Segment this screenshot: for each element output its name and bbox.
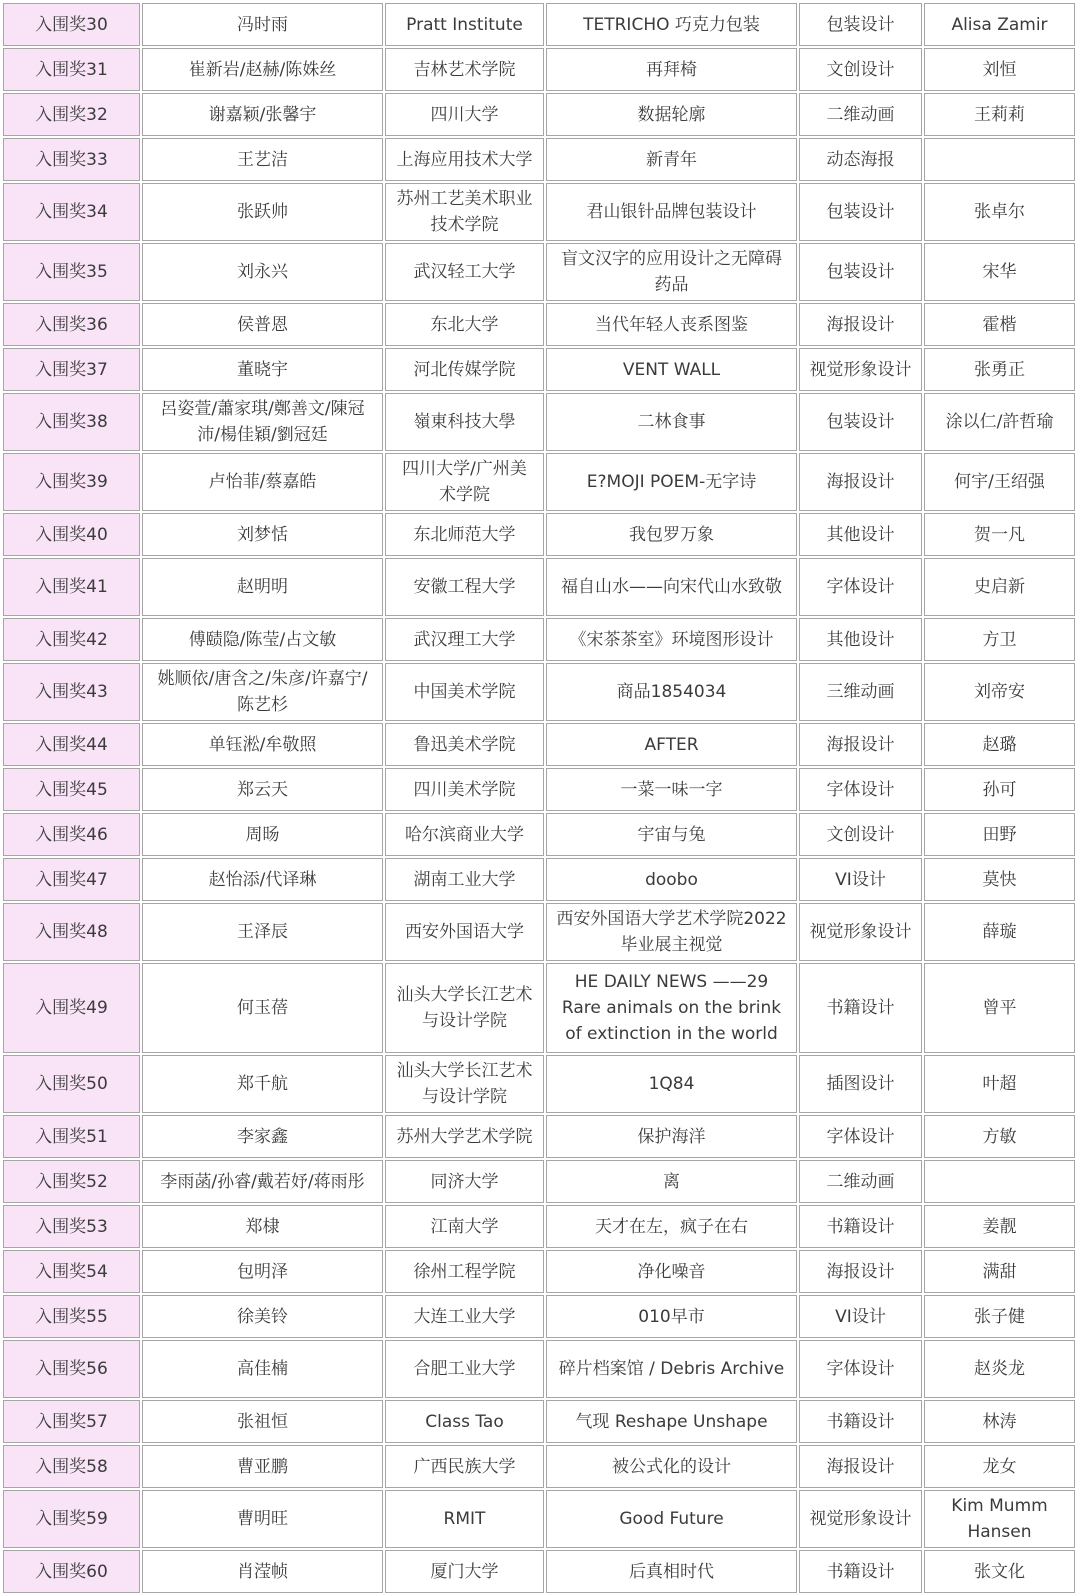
award-cell: 入围奖38: [3, 393, 140, 451]
category-cell: 包装设计: [799, 243, 922, 301]
table-row: [3, 723, 1075, 766]
category-cell: 字体设计: [799, 558, 922, 616]
award-cell: 入围奖36: [3, 303, 140, 346]
table-row: [3, 183, 1075, 241]
school-cell: 武汉理工大学: [385, 618, 544, 661]
work-cell: 保护海洋: [546, 1115, 797, 1158]
table-row: [3, 1340, 1075, 1398]
category-cell: 三维动画: [799, 663, 922, 721]
school-cell: 吉林艺术学院: [385, 48, 544, 91]
advisor-cell: 张卓尔: [924, 183, 1075, 241]
authors-cell: 卢怡菲/蔡嘉皓: [142, 453, 383, 511]
table-row: [3, 243, 1075, 301]
work-cell: 二林食事: [546, 393, 797, 451]
award-cell: 入围奖37: [3, 348, 140, 391]
table-row: [3, 513, 1075, 556]
advisor-cell: 霍楷: [924, 303, 1075, 346]
authors-cell: 曹亚鹏: [142, 1445, 383, 1488]
authors-cell: 傅赜隐/陈莹/占文敏: [142, 618, 383, 661]
school-cell: 汕头大学长江艺术与设计学院: [385, 1055, 544, 1113]
advisor-cell: 薛璇: [924, 903, 1075, 961]
authors-cell: 郑棣: [142, 1205, 383, 1248]
advisor-cell: 张文化: [924, 1550, 1075, 1593]
table-row: [3, 3, 1075, 46]
school-cell: Class Tao: [385, 1400, 544, 1443]
work-cell: AFTER: [546, 723, 797, 766]
category-cell: 动态海报: [799, 138, 922, 181]
school-cell: 苏州工艺美术职业技术学院: [385, 183, 544, 241]
award-cell: 入围奖33: [3, 138, 140, 181]
table-row: [3, 93, 1075, 136]
award-cell: 入围奖52: [3, 1160, 140, 1203]
advisor-cell: Alisa Zamir: [924, 3, 1075, 46]
school-cell: Pratt Institute: [385, 3, 544, 46]
work-cell: HE DAILY NEWS ——29 Rare animals on the brink of extinction in the world: [546, 963, 797, 1053]
work-cell: 新青年: [546, 138, 797, 181]
authors-cell: 郑千航: [142, 1055, 383, 1113]
work-cell: 福自山水——向宋代山水致敬: [546, 558, 797, 616]
authors-cell: 郑云天: [142, 768, 383, 811]
table-row: [3, 663, 1075, 721]
school-cell: 湖南工业大学: [385, 858, 544, 901]
school-cell: 汕头大学长江艺术与设计学院: [385, 963, 544, 1053]
advisor-cell: 林涛: [924, 1400, 1075, 1443]
school-cell: 东北大学: [385, 303, 544, 346]
authors-cell: 侯普恩: [142, 303, 383, 346]
award-cell: 入围奖58: [3, 1445, 140, 1488]
work-cell: 碎片档案馆 / Debris Archive: [546, 1340, 797, 1398]
category-cell: 包装设计: [799, 3, 922, 46]
work-cell: 一菜一味一字: [546, 768, 797, 811]
work-cell: E?MOJI POEM-无字诗: [546, 453, 797, 511]
table-row: [3, 963, 1075, 1053]
table-row: [3, 768, 1075, 811]
category-cell: 海报设计: [799, 1250, 922, 1293]
advisor-cell: 刘恒: [924, 48, 1075, 91]
school-cell: 安徽工程大学: [385, 558, 544, 616]
awards-table-body: [3, 3, 1075, 1593]
award-cell: 入围奖51: [3, 1115, 140, 1158]
category-cell: 视觉形象设计: [799, 1490, 922, 1548]
work-cell: 数据轮廓: [546, 93, 797, 136]
work-cell: doobo: [546, 858, 797, 901]
authors-cell: 李雨菡/孙睿/戴若妤/蒋雨彤: [142, 1160, 383, 1203]
work-cell: 1Q84: [546, 1055, 797, 1113]
category-cell: 书籍设计: [799, 963, 922, 1053]
school-cell: 武汉轻工大学: [385, 243, 544, 301]
advisor-cell: 刘帝安: [924, 663, 1075, 721]
authors-cell: 徐美铃: [142, 1295, 383, 1338]
table-row: [3, 48, 1075, 91]
award-cell: 入围奖39: [3, 453, 140, 511]
work-cell: 气现 Reshape Unshape: [546, 1400, 797, 1443]
award-cell: 入围奖43: [3, 663, 140, 721]
school-cell: 大连工业大学: [385, 1295, 544, 1338]
advisor-cell: 张勇正: [924, 348, 1075, 391]
school-cell: 江南大学: [385, 1205, 544, 1248]
work-cell: 天才在左，疯子在右: [546, 1205, 797, 1248]
school-cell: RMIT: [385, 1490, 544, 1548]
category-cell: 海报设计: [799, 303, 922, 346]
table-row: [3, 348, 1075, 391]
advisor-cell: 姜靓: [924, 1205, 1075, 1248]
work-cell: 被公式化的设计: [546, 1445, 797, 1488]
authors-cell: 张祖恒: [142, 1400, 383, 1443]
award-cell: 入围奖40: [3, 513, 140, 556]
category-cell: 二维动画: [799, 93, 922, 136]
work-cell: 010早市: [546, 1295, 797, 1338]
work-cell: 《宋茶茶室》环境图形设计: [546, 618, 797, 661]
award-cell: 入围奖41: [3, 558, 140, 616]
category-cell: 字体设计: [799, 1115, 922, 1158]
work-cell: Good Future: [546, 1490, 797, 1548]
category-cell: VI设计: [799, 1295, 922, 1338]
table-row: [3, 813, 1075, 856]
advisor-cell: 孙可: [924, 768, 1075, 811]
category-cell: 二维动画: [799, 1160, 922, 1203]
table-row: [3, 1055, 1075, 1113]
award-cell: 入围奖42: [3, 618, 140, 661]
work-cell: VENT WALL: [546, 348, 797, 391]
table-row: [3, 1400, 1075, 1443]
advisor-cell: Kim Mumm Hansen: [924, 1490, 1075, 1548]
award-cell: 入围奖48: [3, 903, 140, 961]
authors-cell: 董晓宇: [142, 348, 383, 391]
advisor-cell: 方卫: [924, 618, 1075, 661]
work-cell: 商品1854034: [546, 663, 797, 721]
authors-cell: 李家鑫: [142, 1115, 383, 1158]
school-cell: 苏州大学艺术学院: [385, 1115, 544, 1158]
school-cell: 西安外国语大学: [385, 903, 544, 961]
school-cell: 同济大学: [385, 1160, 544, 1203]
category-cell: 其他设计: [799, 513, 922, 556]
advisor-cell: 赵璐: [924, 723, 1075, 766]
award-cell: 入围奖30: [3, 3, 140, 46]
table-row: [3, 1250, 1075, 1293]
award-cell: 入围奖56: [3, 1340, 140, 1398]
category-cell: 海报设计: [799, 453, 922, 511]
category-cell: 包装设计: [799, 183, 922, 241]
school-cell: 哈尔滨商业大学: [385, 813, 544, 856]
table-row: [3, 903, 1075, 961]
award-cell: 入围奖35: [3, 243, 140, 301]
category-cell: 书籍设计: [799, 1400, 922, 1443]
award-cell: 入围奖34: [3, 183, 140, 241]
advisor-cell: 满甜: [924, 1250, 1075, 1293]
authors-cell: 崔新岩/赵赫/陈姝丝: [142, 48, 383, 91]
advisor-cell: 贺一凡: [924, 513, 1075, 556]
work-cell: 离: [546, 1160, 797, 1203]
award-cell: 入围奖47: [3, 858, 140, 901]
school-cell: 厦门大学: [385, 1550, 544, 1593]
category-cell: 视觉形象设计: [799, 348, 922, 391]
advisor-cell: 曾平: [924, 963, 1075, 1053]
award-cell: 入围奖46: [3, 813, 140, 856]
advisor-cell: 何宇/王绍强: [924, 453, 1075, 511]
advisor-cell: 涂以仁/許哲瑜: [924, 393, 1075, 451]
advisor-cell: 叶超: [924, 1055, 1075, 1113]
work-cell: 当代年轻人丧系图鉴: [546, 303, 797, 346]
award-cell: 入围奖53: [3, 1205, 140, 1248]
table-row: [3, 858, 1075, 901]
award-cell: 入围奖55: [3, 1295, 140, 1338]
work-cell: 西安外国语大学艺术学院2022毕业展主视觉: [546, 903, 797, 961]
category-cell: 海报设计: [799, 1445, 922, 1488]
work-cell: 我包罗万象: [546, 513, 797, 556]
work-cell: 君山银针品牌包装设计: [546, 183, 797, 241]
advisor-cell: 莫快: [924, 858, 1075, 901]
category-cell: 文创设计: [799, 48, 922, 91]
work-cell: 宇宙与兔: [546, 813, 797, 856]
award-cell: 入围奖60: [3, 1550, 140, 1593]
table-row: [3, 1115, 1075, 1158]
category-cell: 书籍设计: [799, 1205, 922, 1248]
school-cell: 四川大学: [385, 93, 544, 136]
award-cell: 入围奖44: [3, 723, 140, 766]
table-row: [3, 1160, 1075, 1203]
authors-cell: 刘永兴: [142, 243, 383, 301]
category-cell: 文创设计: [799, 813, 922, 856]
authors-cell: 何玉蓓: [142, 963, 383, 1053]
category-cell: 其他设计: [799, 618, 922, 661]
table-row: [3, 618, 1075, 661]
authors-cell: 张跃帅: [142, 183, 383, 241]
award-cell: 入围奖32: [3, 93, 140, 136]
work-cell: TETRICHO 巧克力包装: [546, 3, 797, 46]
award-cell: 入围奖57: [3, 1400, 140, 1443]
award-cell: 入围奖54: [3, 1250, 140, 1293]
authors-cell: 包明泽: [142, 1250, 383, 1293]
school-cell: 四川大学/广州美术学院: [385, 453, 544, 511]
school-cell: 鲁迅美术学院: [385, 723, 544, 766]
table-row: [3, 138, 1075, 181]
authors-cell: 肖滢帧: [142, 1550, 383, 1593]
school-cell: 广西民族大学: [385, 1445, 544, 1488]
advisor-cell: 赵炎龙: [924, 1340, 1075, 1398]
authors-cell: 单钰淞/牟敬照: [142, 723, 383, 766]
work-cell: 盲文汉字的应用设计之无障碍药品: [546, 243, 797, 301]
category-cell: 书籍设计: [799, 1550, 922, 1593]
authors-cell: 王艺洁: [142, 138, 383, 181]
advisor-cell: 宋华: [924, 243, 1075, 301]
advisor-cell: 张子健: [924, 1295, 1075, 1338]
category-cell: 包装设计: [799, 393, 922, 451]
school-cell: 四川美术学院: [385, 768, 544, 811]
authors-cell: 高佳楠: [142, 1340, 383, 1398]
work-cell: 再拜椅: [546, 48, 797, 91]
authors-cell: 冯时雨: [142, 3, 383, 46]
authors-cell: 周旸: [142, 813, 383, 856]
advisor-cell: [924, 1160, 1075, 1203]
authors-cell: 刘梦恬: [142, 513, 383, 556]
table-row: [3, 1295, 1075, 1338]
award-cell: 入围奖50: [3, 1055, 140, 1113]
category-cell: 海报设计: [799, 723, 922, 766]
advisor-cell: [924, 138, 1075, 181]
authors-cell: 姚顺依/唐含之/朱彦/许嘉宁/陈艺杉: [142, 663, 383, 721]
table-row: [3, 1205, 1075, 1248]
authors-cell: 呂姿萱/蕭家琪/鄭善文/陳冠沛/楊佳穎/劉冠廷: [142, 393, 383, 451]
school-cell: 东北师范大学: [385, 513, 544, 556]
school-cell: 中国美术学院: [385, 663, 544, 721]
category-cell: 视觉形象设计: [799, 903, 922, 961]
table-row: [3, 303, 1075, 346]
advisor-cell: 田野: [924, 813, 1075, 856]
table-row: [3, 393, 1075, 451]
authors-cell: 谢嘉颖/张馨宇: [142, 93, 383, 136]
category-cell: 字体设计: [799, 1340, 922, 1398]
award-cell: 入围奖49: [3, 963, 140, 1053]
category-cell: VI设计: [799, 858, 922, 901]
authors-cell: 王泽辰: [142, 903, 383, 961]
award-cell: 入围奖45: [3, 768, 140, 811]
award-cell: 入围奖31: [3, 48, 140, 91]
authors-cell: 曹明旺: [142, 1490, 383, 1548]
authors-cell: 赵明明: [142, 558, 383, 616]
school-cell: 河北传媒学院: [385, 348, 544, 391]
advisor-cell: 王莉莉: [924, 93, 1075, 136]
advisor-cell: 龙女: [924, 1445, 1075, 1488]
school-cell: 嶺東科技大學: [385, 393, 544, 451]
school-cell: 上海应用技术大学: [385, 138, 544, 181]
table-row: [3, 1445, 1075, 1488]
table-row: [3, 558, 1075, 616]
work-cell: 后真相时代: [546, 1550, 797, 1593]
school-cell: 合肥工业大学: [385, 1340, 544, 1398]
award-cell: 入围奖59: [3, 1490, 140, 1548]
category-cell: 字体设计: [799, 768, 922, 811]
table-row: [3, 453, 1075, 511]
advisor-cell: 史启新: [924, 558, 1075, 616]
advisor-cell: 方敏: [924, 1115, 1075, 1158]
authors-cell: 赵怡添/代译琳: [142, 858, 383, 901]
category-cell: 插图设计: [799, 1055, 922, 1113]
table-row: [3, 1550, 1075, 1593]
school-cell: 徐州工程学院: [385, 1250, 544, 1293]
awards-table: [1, 1, 1077, 1595]
table-row: [3, 1490, 1075, 1548]
work-cell: 净化噪音: [546, 1250, 797, 1293]
